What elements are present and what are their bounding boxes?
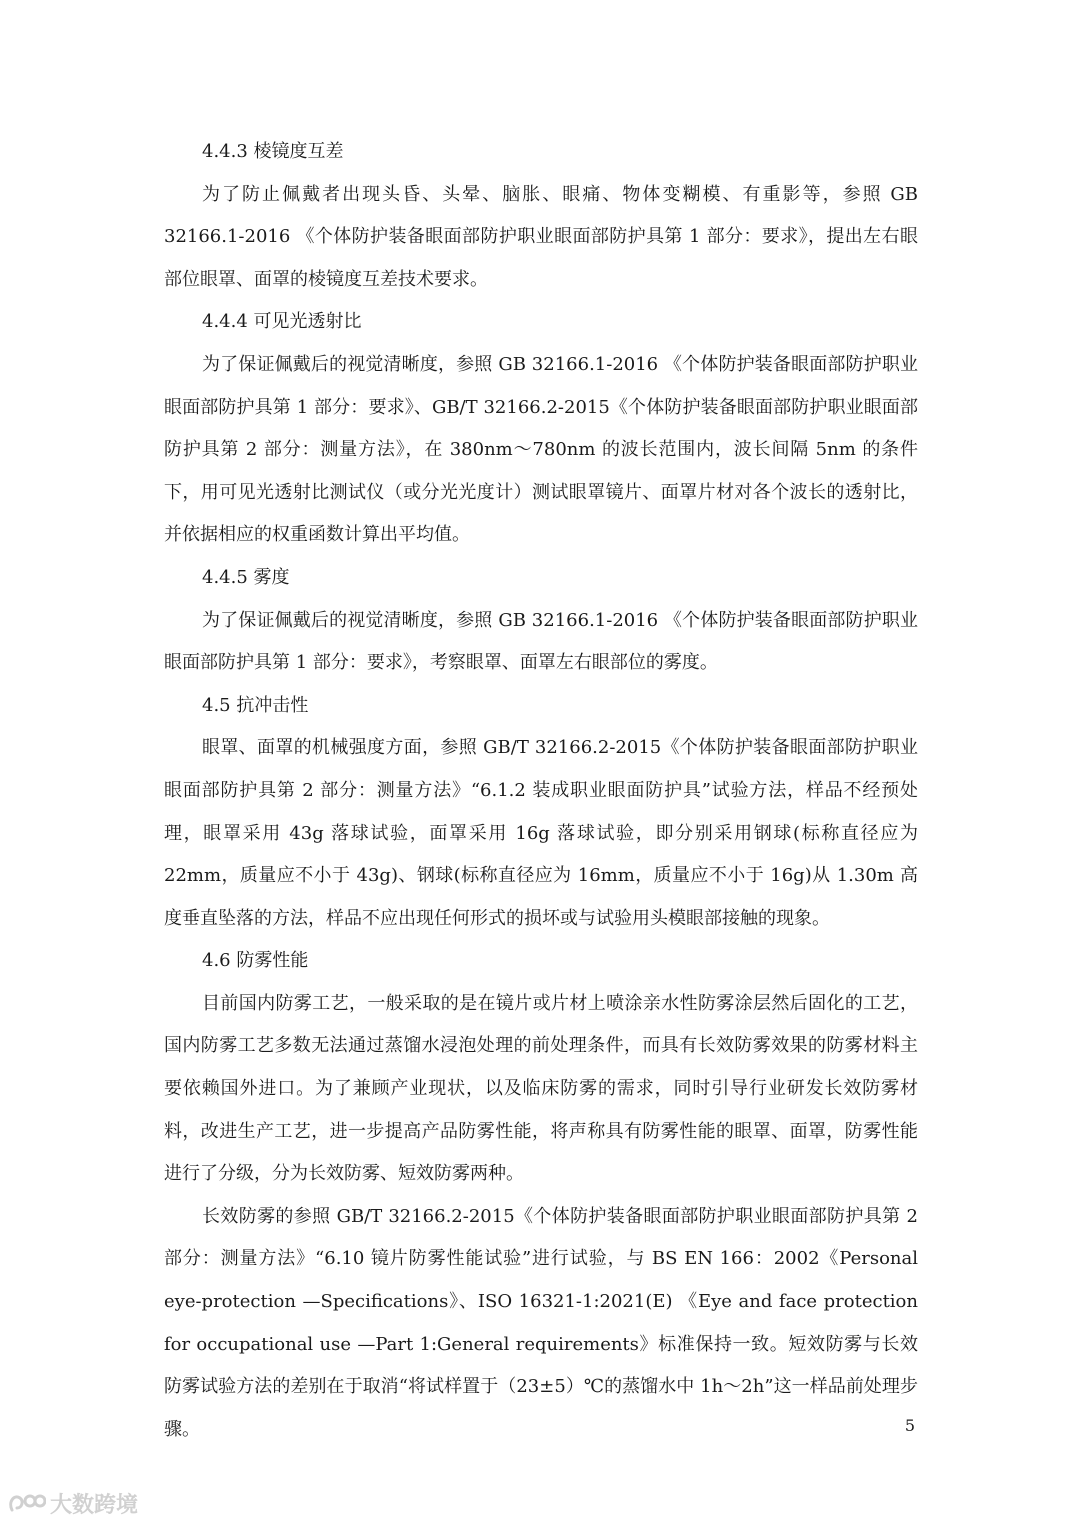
section-heading-4-4-4: 4.4.4 可见光透射比 — [202, 311, 362, 333]
paragraph-haze: 为了保证佩戴后的视觉清晰度，参照 GB 32166.1-2016 《个体防护装备眼面部防护职业眼面部防护具第 1 部分：要求》，考察眼罩、面罩左右眼部位的雾度。 — [164, 609, 918, 674]
section-heading-4-6: 4.6 防雾性能 — [202, 950, 309, 972]
paragraph-anti-fog-test: 长效防雾的参照 GB/T 32166.2-2015《个体防护装备眼面部防护职业眼面部防护具第 2 部分：测量方法》“6.10 镜片防雾性能试验”进行试验，与 BS EN 166：2002《Personal eye-protection —Specifications》、ISO 16321-1:2021(E) 《Eye and face protection for occupational use —Part 1:General requirements》标准保持一致。短效防雾与长效防雾试验方法的差别在于取消“将试样置于（23±5）℃的蒸馏水中 1h～2h”这一样品前处理步骤。 — [164, 1205, 918, 1440]
section-heading-4-4-3: 4.4.3 棱镜度互差 — [202, 141, 344, 162]
paragraph-prism-diopter: 为了防止佩戴者出现头昏、头晕、脑胀、眼痛、物体变糊模、有重影等，参照 GB 32166.1-2016 《个体防护装备眼面部防护职业眼面部防护具第 1 部分：要求》，提出左右眼部位眼罩、面罩的棱镜度互差技术要求。 — [164, 183, 918, 290]
paragraph-anti-fog-overview: 目前国内防雾工艺，一般采取的是在镜片或片材上喷涂亲水性防雾涂层然后固化的工艺，国内防雾工艺多数无法通过蒸馏水浸泡处理的前处理条件，而具有长效防雾效果的防雾材料主要依赖国外进口。为了兼顾产业现状，以及临床防雾的需求，同时引导行业研发长效防雾材料，改进生产工艺，进一步提高产品防雾性能，将声称具有防雾性能的眼罩、面罩，防雾性能进行了分级，分为长效防雾、短效防雾两种。 — [164, 992, 918, 1185]
watermark-text: 大数跨境 — [50, 1493, 139, 1518]
watermark-logo-icon — [6, 1490, 46, 1518]
document-body — [164, 131, 918, 1451]
paragraph-impact-resistance: 眼罩、面罩的机械强度方面，参照 GB/T 32166.2-2015《个体防护装备眼面部防护职业眼面部防护具第 2 部分：测量方法》“6.1.2 装成职业眼面防护具”试验方法，样品不经预处理，眼罩采用 43g 落球试验，面罩采用 16g 落球试验，即分别采用钢球(标称直径应为 22mm，质量应不小于 43g)、钢球(标称直径应为 16mm，质量应不小于 16g)从 1.30m 高度垂直坠落的方法，样品不应出现任何形式的损坏或与试验用头模眼部接触的现象。 — [164, 737, 918, 929]
paragraph-luminous-transmittance: 为了保证佩戴后的视觉清晰度，参照 GB 32166.1-2016 《个体防护装备眼面部防护职业眼面部防护具第 1 部分：要求》、GB/T 32166.2-2015《个体防护装备眼面部防护职业眼面部防护具第 2 部分：测量方法》，在 380nm～780nm 的波长范围内，波长间隔 5nm 的条件下，用可见光透射比测试仪（或分光光度计）测试眼罩镜片、面罩片材对各个波长的透射比，并依据相应的权重函数计算出平均值。 — [164, 353, 918, 546]
section-heading-4-5: 4.5 抗冲击性 — [202, 694, 309, 716]
page-number: 5 — [904, 1416, 915, 1435]
watermark — [6, 1488, 138, 1519]
section-heading-4-4-5: 4.4.5 雾度 — [202, 566, 290, 588]
